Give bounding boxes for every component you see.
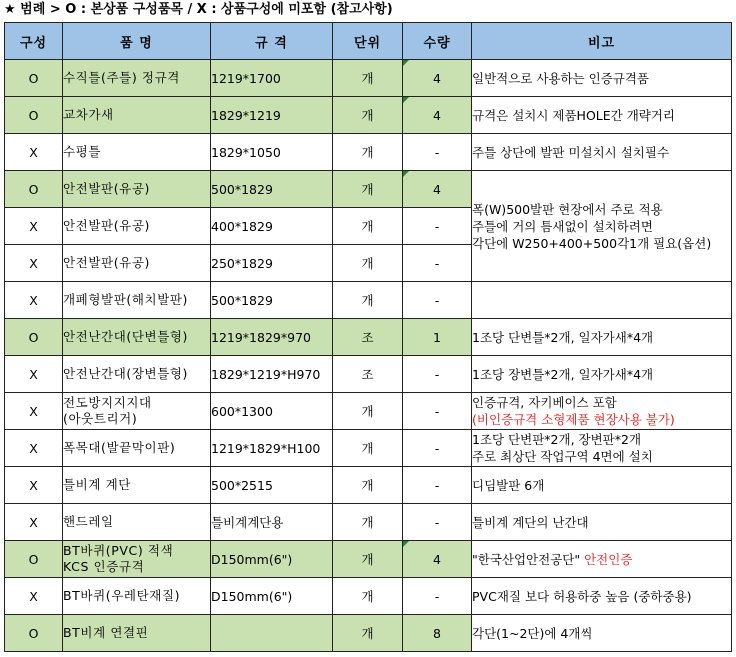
item-name-cell: 수직틀(주틀) 정규격 — [63, 60, 211, 97]
item-name-cell: 개폐형발판(해치발판) — [63, 282, 211, 319]
table-row — [5, 97, 732, 134]
spec-cell: 1219*1700 — [211, 60, 333, 97]
spec-cell: 1219*1829*H100 — [211, 430, 333, 467]
unit-cell: 개 — [333, 541, 403, 578]
table-row — [5, 60, 732, 97]
composition-cell: X — [5, 134, 63, 171]
item-name-cell: 수평틀 — [63, 134, 211, 171]
composition-cell: O — [5, 541, 63, 578]
remark-cell — [472, 430, 732, 467]
remark-cell: 규격은 설치시 제품HOLE간 개략거리 — [472, 97, 732, 134]
merged-remark-cell — [472, 171, 732, 282]
table-row — [5, 171, 732, 208]
header-unit: 단위 — [333, 23, 403, 60]
item-name-cell: BT비계 연결핀 — [63, 615, 211, 652]
composition-cell: X — [5, 467, 63, 504]
item-name-cell: 안전발판(유공) — [63, 208, 211, 245]
remark-cell: 각단(1~2단)에 4개씩 — [472, 615, 732, 652]
spec-cell: 600*1300 — [211, 393, 333, 430]
table-row — [5, 504, 732, 541]
qty-cell: 8 — [403, 615, 472, 652]
spec-cell — [211, 615, 333, 652]
unit-cell: 개 — [333, 60, 403, 97]
remark-cell: PVC재질 보다 허용하중 높음 (중하중용) — [472, 578, 732, 615]
component-table — [4, 22, 732, 652]
unit-cell: 개 — [333, 504, 403, 541]
unit-cell: 개 — [333, 245, 403, 282]
table-row — [5, 615, 732, 652]
warning-remark-line: (비인증규격 소형제품 현장사용 불가) — [472, 412, 675, 427]
item-name-line: KCS 인증규격 — [63, 559, 145, 574]
item-name-cell: 안전난간대(장변틀형) — [63, 356, 211, 393]
remark-cell — [472, 282, 732, 319]
spec-cell: 틀비계계단용 — [211, 504, 333, 541]
qty-cell: 4 — [403, 97, 472, 134]
composition-cell: O — [5, 319, 63, 356]
remark-cell: 디딤발판 6개 — [472, 467, 732, 504]
composition-cell: X — [5, 208, 63, 245]
item-name-line: (아웃트리거) — [63, 411, 138, 426]
unit-cell: 개 — [333, 282, 403, 319]
qty-cell: - — [403, 578, 472, 615]
remark-cell — [472, 541, 732, 578]
table-row — [5, 134, 732, 171]
composition-cell: X — [5, 245, 63, 282]
table-row — [5, 319, 732, 356]
qty-cell: 4 — [403, 60, 472, 97]
header-item-name: 품 명 — [63, 23, 211, 60]
unit-cell: 개 — [333, 578, 403, 615]
remark-cell: 일반적으로 사용하는 인증규격품 — [472, 60, 732, 97]
item-name-cell: 교차가새 — [63, 97, 211, 134]
composition-cell: X — [5, 578, 63, 615]
unit-cell: 조 — [333, 319, 403, 356]
spec-cell: 1219*1829*970 — [211, 319, 333, 356]
composition-cell: O — [5, 615, 63, 652]
remark-cell: 1조당 단변틀*2개, 일자가새*4개 — [472, 319, 732, 356]
item-name-cell — [63, 393, 211, 430]
table-row — [5, 393, 732, 430]
header-remark: 비고 — [472, 23, 732, 60]
qty-cell: - — [403, 134, 472, 171]
legend-text: ★ 범례 > O : 본상품 구성품목 / X : 상품구성에 미포함 (참고사항) — [4, 2, 393, 17]
header-composition: 구성 — [5, 23, 63, 60]
qty-cell: - — [403, 282, 472, 319]
spec-cell: 1829*1219*H970 — [211, 356, 333, 393]
table-row — [5, 467, 732, 504]
table-row — [5, 578, 732, 615]
table-row — [5, 541, 732, 578]
qty-cell: 4 — [403, 541, 472, 578]
qty-cell: - — [403, 430, 472, 467]
header-qty: 수량 — [403, 23, 472, 60]
remark-line: 1조당 단변판*2개, 장변판*2개 — [472, 432, 642, 447]
item-name-cell — [63, 541, 211, 578]
spec-cell: 1829*1219 — [211, 97, 333, 134]
item-name-cell: 틀비계 계단 — [63, 467, 211, 504]
item-name-cell: 안전난간대(단변틀형) — [63, 319, 211, 356]
remark-line: 인증규격, 자키베이스 포함 — [472, 395, 617, 410]
composition-cell: X — [5, 393, 63, 430]
composition-cell: O — [5, 60, 63, 97]
item-name-cell: 안전발판(유공) — [63, 245, 211, 282]
unit-cell: 개 — [333, 171, 403, 208]
spec-cell: 1829*1050 — [211, 134, 333, 171]
qty-cell: - — [403, 356, 472, 393]
table-row — [5, 430, 732, 467]
spec-cell: 250*1829 — [211, 245, 333, 282]
unit-cell: 조 — [333, 356, 403, 393]
item-name-cell: 핸드레일 — [63, 504, 211, 541]
remark-cell — [472, 393, 732, 430]
composition-cell: X — [5, 430, 63, 467]
qty-cell: - — [403, 467, 472, 504]
item-name-line: 전도방지지지대 — [63, 395, 152, 410]
composition-cell: O — [5, 171, 63, 208]
item-name-line: BT바퀴(PVC) 적색 — [63, 543, 174, 558]
merged-remark-line: 주틀에 거의 틈새없이 설치하려면 — [472, 218, 653, 234]
qty-cell: - — [403, 393, 472, 430]
composition-cell: O — [5, 97, 63, 134]
unit-cell: 개 — [333, 208, 403, 245]
table-row — [5, 282, 732, 319]
header-row — [5, 23, 732, 60]
unit-cell: 개 — [333, 393, 403, 430]
item-name-cell: 안전발판(유공) — [63, 171, 211, 208]
qty-cell: - — [403, 208, 472, 245]
qty-cell: - — [403, 504, 472, 541]
unit-cell: 개 — [333, 430, 403, 467]
spec-cell: 500*1829 — [211, 171, 333, 208]
spec-cell: D150mm(6") — [211, 578, 333, 615]
unit-cell: 개 — [333, 615, 403, 652]
item-name-cell: BT바퀴(우레탄재질) — [63, 578, 211, 615]
remark-line: 주로 최상단 작업구역 4면에 설치 — [472, 449, 653, 464]
merged-remark-line: 폭(W)500발판 현장에서 주로 적용 — [472, 201, 663, 217]
safety-cert-text: 안전인증 — [584, 551, 633, 567]
composition-cell: X — [5, 504, 63, 541]
composition-cell: X — [5, 356, 63, 393]
item-name-cell: 폭목대(발끝막이판) — [63, 430, 211, 467]
unit-cell: 개 — [333, 467, 403, 504]
remark-cell: 틀비계 계단의 난간대 — [472, 504, 732, 541]
header-spec: 규 격 — [211, 23, 333, 60]
remark-cell: 1조당 장변틀*2개, 일자가새*4개 — [472, 356, 732, 393]
qty-cell: - — [403, 245, 472, 282]
unit-cell: 개 — [333, 97, 403, 134]
spec-cell: D150mm(6") — [211, 541, 333, 578]
unit-cell: 개 — [333, 134, 403, 171]
qty-cell: 1 — [403, 319, 472, 356]
merged-remark-line: 각단에 W250+400+500각1개 필요(옵션) — [472, 235, 712, 251]
spec-cell: 400*1829 — [211, 208, 333, 245]
remark-text: "한국산업안전공단" — [472, 551, 585, 567]
spec-cell: 500*1829 — [211, 282, 333, 319]
table-row — [5, 356, 732, 393]
composition-cell: X — [5, 282, 63, 319]
remark-cell: 주틀 상단에 발판 미설치시 설치필수 — [472, 134, 732, 171]
spec-cell: 500*2515 — [211, 467, 333, 504]
qty-cell: 4 — [403, 171, 472, 208]
